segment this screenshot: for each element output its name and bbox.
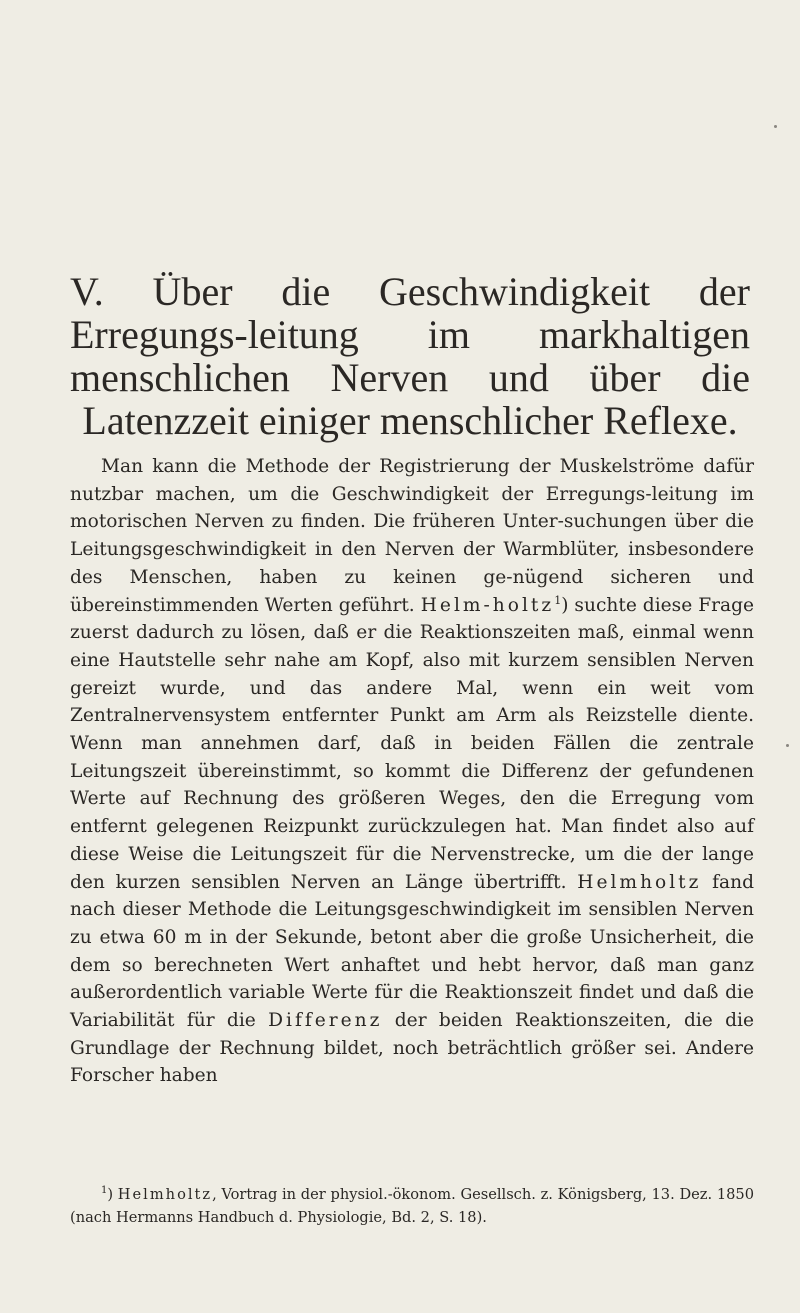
paper-speck [774,125,777,128]
footnote-text: , Vortrag in der physiol.-ökonom. Gesellsch. z. Königsberg, 13. Dez. 1850 (nach Hermanns Handbuch d. Physiologie, Bd. 2, S. 18). [70,1186,754,1226]
paragraph-text-4: der beiden Reaktionszeiten, die die Grundlage der Rechnung bildet, noch beträchtlich größer sei. Andere Forscher haben [70,1010,754,1087]
author-name-helmholtz: Helm-holtz [420,594,555,616]
footnote [70,1183,754,1229]
footnote-mark: 1 [101,1185,108,1196]
author-name-helmholtz-2: Helmholtz [577,871,702,893]
paragraph-text-1: Man kann die Methode der Registrierung der Muskelströme dafür nutzbar machen, um die Geschwindigkeit der Erregungs-leitung im motorischen Nerven zu finden. Die früheren Unter-suchungen über die Leitungsgeschwindigkeit in den Nerven der Warmblüter, insbesondere des Menschen, haben zu keinen ge-nügend sicheren und übereinstimmenden Werten geführt. [70,456,754,616]
footnote-paren: ) [107,1186,118,1203]
chapter-heading: V. Über die Geschwindigkeit der Erregungs-leitung im markhaltigen menschlichen Nerven und über die Latenzzeit einiger menschlicher Reflexe. [70,269,750,443]
footnote-author: Helmholtz [117,1186,213,1203]
paragraph-text-2: ) suchte diese Frage zuerst dadurch zu lösen, daß er die Reaktionszeiten maß, einmal wenn eine Hautstelle sehr nahe am Kopf, also mit kurzem sensiblen Nerven gereizt wurde, und das andere Mal, wenn ein weit vom Zentralnervensystem entfernter Punkt am Arm als Reizstelle diente. Wenn man annehmen darf, daß in beiden Fällen die zentrale Leitungszeit übereinstimmt, so kommt die Differenz der gefundenen Werte auf Rechnung des größeren Weges, den die Erregung vom entfernt gelegenen Reizpunkt zurückzulegen hat. Man findet also auf diese Weise die Leitungszeit für die Nervenstrecke, um die der lange den kurzen sensiblen Nerven an Länge übertrifft. [70,594,754,893]
emphasized-word: Differenz [268,1010,383,1032]
paper-speck [786,744,789,747]
body-paragraph [70,453,754,1090]
footnote-reference: 1 [554,593,562,607]
paragraph-text-3: fand nach dieser Methode die Leitungsgeschwindigkeit im sensiblen Nerven zu etwa 60 m in der Sekunde, betont aber die große Unsicherheit, die dem so berechneten Wert anhaftet und hebt hervor, daß man ganz außerordentlich variable Werte für die Reaktionszeit findet und daß die Variabilität für die [70,871,755,1032]
